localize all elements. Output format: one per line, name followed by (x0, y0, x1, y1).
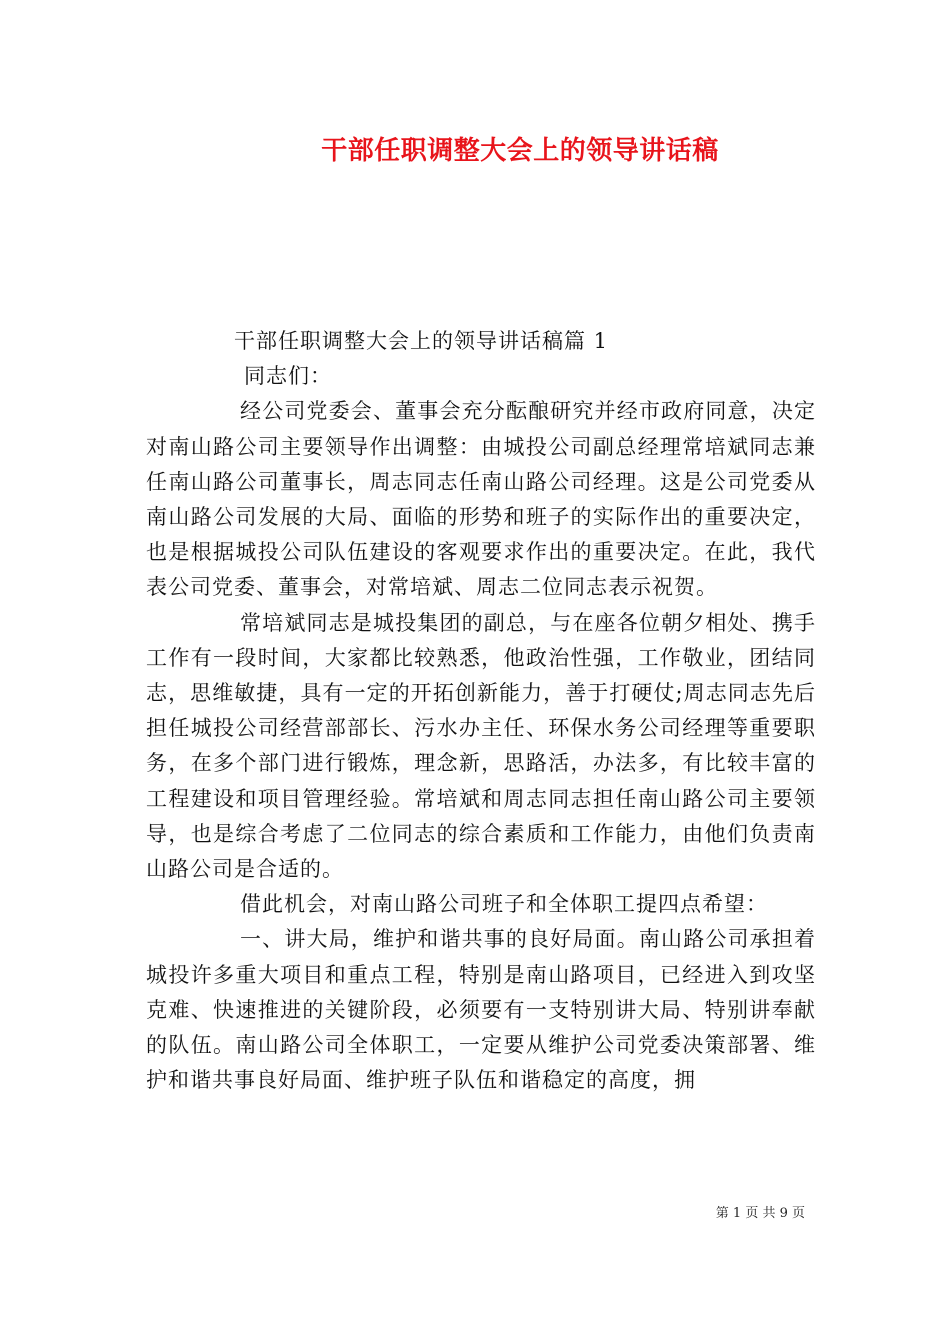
document-body (146, 324, 816, 1098)
paragraph: 经公司党委会、董事会充分酝酿研究并经市政府同意，决定对南山路公司主要领导作出调整：由城投公司副总经理常培斌同志兼任南山路公司董事长，周志同志任南山路公司经理。这是公司党委从南山路公司发展的大局、面临的形势和班子的实际作出的重要决定，也是根据城投公司队伍建设的客观要求作出的重要决定。在此，我代表公司党委、董事会，对常培斌、周志二位同志表示祝贺。 (146, 399, 816, 600)
document-subtitle: 干部任职调整大会上的领导讲话稿篇 1 (234, 329, 609, 353)
paragraph: 借此机会，对南山路公司班子和全体职工提四点希望： (240, 892, 768, 917)
salutation: 同志们： (244, 364, 332, 389)
paragraph: 常培斌同志是城投集团的副总，与在座各位朝夕相处、携手工作有一段时间，大家都比较熟悉，他政治性强，工作敬业，团结同志，思维敏捷，具有一定的开拓创新能力，善于打硬仗;周志同志先后担任城投公司经营部部长、污水办主任、环保水务公司经理等重要职务，在多个部门进行锻炼，理念新，思路活，办法多，有比较丰富的工程建设和项目管理经验。常培斌和周志同志担任南山路公司主要领导，也是综合考虑了二位同志的综合素质和工作能力，由他们负责南山路公司是合适的。 (146, 610, 816, 882)
page-title: 干部任职调整大会上的领导讲话稿 (321, 136, 719, 166)
paragraph: 一、讲大局，维护和谐共事的良好局面。南山路公司承担着城投许多重大项目和重点工程，特别是南山路项目，已经进入到攻坚克难、快速推进的关键阶段，必须要有一支特别讲大局、特别讲奉献的队伍。南山路公司全体职工，一定要从维护公司党委决策部署、维护和谐共事良好局面、维护班子队伍和谐稳定的高度，拥 (146, 927, 816, 1093)
page-number: 第 1 页 共 9 页 (715, 1206, 805, 1221)
